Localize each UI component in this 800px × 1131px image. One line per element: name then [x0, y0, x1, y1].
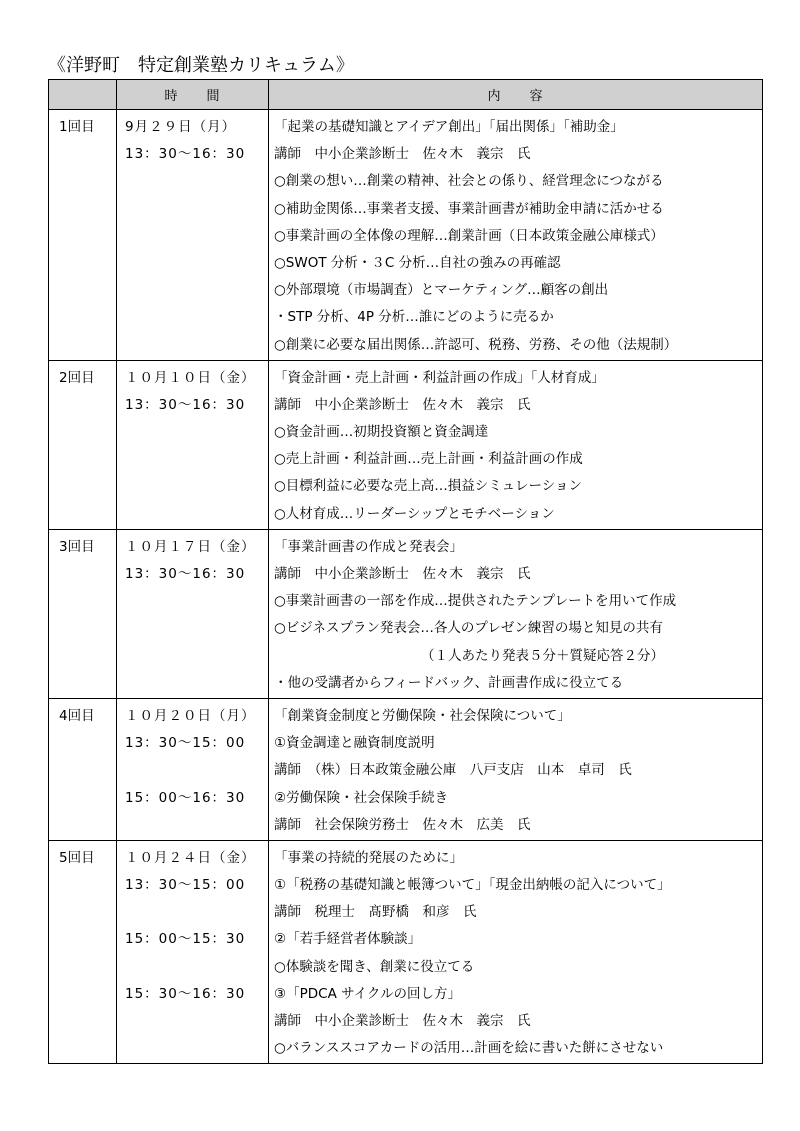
session-content-line: ○創業に必要な届出関係…許認可、税務、労務、その他（法規制） — [274, 336, 678, 353]
session-content-line: 講師 税理士 髙野橋 和彦 氏 — [274, 904, 477, 921]
session-content-line: 講師 中小企業診断士 佐々木 義宗 氏 — [274, 566, 531, 582]
session-content-line: ○目標利益に必要な売上高…損益シミュレーション — [274, 478, 582, 495]
session-number-cell — [49, 698, 117, 840]
session-row — [49, 840, 763, 1064]
session-time-cell — [117, 529, 269, 698]
session-content-line: ○事業計画の全体像の理解…創業計画（日本政策金融公庫様式） — [274, 227, 664, 244]
session-label: 5回目 — [59, 849, 95, 866]
session-topic: 「事業の持続的発展のために」 — [274, 849, 463, 866]
session-time: 13：30～15：00 — [125, 877, 246, 894]
session-content-line: ○体験談を聞き、創業に役立てる — [274, 958, 475, 975]
session-time — [117, 332, 268, 359]
session-time: 13：30～16：30 — [125, 396, 246, 413]
page-title: 《洋野町 特定創業塾カリキュラム》 — [48, 55, 354, 76]
session-date: 9月２９日（月） — [125, 119, 237, 135]
session-time: 13：30～16：30 — [125, 566, 246, 582]
session-time — [117, 643, 268, 670]
session-time — [117, 812, 268, 839]
session-time — [117, 954, 268, 981]
session-content-line: ②「若手経営者体験談」 — [274, 931, 422, 948]
curriculum-table — [48, 79, 763, 1064]
session-row — [49, 529, 763, 698]
session-content-line: ○ビジネスプラン発表会…各人のプレゼン練習の場と知見の共有 — [274, 620, 663, 637]
session-time — [117, 277, 268, 304]
session-time — [117, 446, 268, 473]
session-time — [117, 168, 268, 195]
session-content-line: ・他の受講者からフィードバック、計画書作成に役立てる — [274, 674, 624, 691]
session-content-line: ○人材育成…リーダーシップとモチベーション — [274, 505, 555, 522]
header-content: 内 容 — [269, 80, 763, 110]
session-time: 15：00～16：30 — [125, 789, 246, 806]
session-content-line: 講師 中小企業診断士 佐々木 義宗 氏 — [274, 396, 531, 413]
session-content-line: ○創業の想い…創業の精神、社会との係り、経営理念につながる — [274, 173, 664, 190]
session-content-cell — [269, 698, 763, 840]
session-label: 4回目 — [59, 707, 95, 724]
session-content-line: 講師 （株）日本政策金融公庫 八戸支店 山本 卓司 氏 — [274, 762, 632, 779]
session-date: １０月１７日（金） — [125, 538, 256, 555]
session-rows — [49, 110, 763, 1064]
session-content-line: ①資金調達と融資制度説明 — [274, 735, 435, 752]
session-content-cell — [269, 360, 763, 529]
session-date: １０月２０日（月） — [125, 707, 256, 724]
session-time — [117, 196, 268, 223]
session-time: 15：30～16：30 — [125, 985, 246, 1002]
header-row — [49, 80, 763, 110]
session-time — [117, 223, 268, 250]
session-content-line: ○事業計画書の一部を作成…提供されたテンプレートを用いて作成 — [274, 593, 677, 610]
session-content-cell — [269, 529, 763, 698]
session-label: 1回目 — [59, 119, 95, 135]
session-time — [117, 250, 268, 277]
session-time — [117, 1035, 268, 1062]
session-time — [117, 899, 268, 926]
session-label: 3回目 — [59, 538, 95, 555]
session-content-line: （１人あたり発表５分＋質疑応答２分） — [421, 647, 664, 664]
session-label: 2回目 — [59, 369, 95, 386]
session-content-line: ○売上計画・利益計画…売上計画・利益計画の作成 — [274, 451, 583, 468]
session-topic: 「創業資金制度と労働保険・社会保険について」 — [274, 707, 571, 724]
session-time — [117, 473, 268, 500]
session-content-cell — [269, 110, 763, 361]
header-blank — [49, 80, 117, 110]
session-number-cell — [49, 529, 117, 698]
session-content-line: ○外部環境（市場調査）とマーケティング…顧客の創出 — [274, 282, 609, 299]
session-row — [49, 110, 763, 361]
session-time — [117, 501, 268, 528]
session-content-line: ・STP 分析、4P 分析…誰にどのように売るか — [274, 309, 554, 326]
session-content-line: ○補助金関係…事業者支援、事業計画書が補助金申請に活かせる — [274, 200, 664, 217]
session-time — [117, 670, 268, 697]
session-time-cell — [117, 110, 269, 361]
session-time — [117, 757, 268, 784]
session-time-cell — [117, 360, 269, 529]
session-content-line: ○SWOT 分析・３C 分析…自社の強みの再確認 — [274, 254, 561, 271]
session-time-cell — [117, 840, 269, 1064]
session-content-line: ③「PDCA サイクルの回し方」 — [274, 985, 461, 1002]
session-content-line: 講師 中小企業診断士 佐々木 義宗 氏 — [274, 146, 531, 163]
session-topic: 「資金計画・売上計画・利益計画の作成」「人材育成」 — [274, 369, 605, 386]
session-topic: 「起業の基礎知識とアイデア創出」「届出関係」「補助金」 — [274, 119, 624, 135]
session-time: 13：30～16：30 — [125, 146, 246, 163]
session-time — [117, 1008, 268, 1035]
session-time — [117, 419, 268, 446]
session-content-line: ○バランススコアカードの活用…計画を絵に書いた餅にさせない — [274, 1040, 664, 1057]
session-time — [117, 304, 268, 331]
session-date: １０月２４日（金） — [125, 849, 256, 866]
session-time — [117, 615, 268, 642]
session-time-cell — [117, 698, 269, 840]
session-number-cell — [49, 840, 117, 1064]
session-time: 15：00～15：30 — [125, 931, 246, 948]
header-time: 時 間 — [117, 80, 269, 110]
session-content-line: 講師 社会保険労務士 佐々木 広美 氏 — [274, 816, 531, 833]
session-topic: 「事業計画書の作成と発表会」 — [274, 538, 463, 555]
session-time — [117, 588, 268, 615]
session-row — [49, 360, 763, 529]
session-number-cell — [49, 360, 117, 529]
session-content-line: ○資金計画…初期投資額と資金調達 — [274, 424, 489, 441]
session-number-cell — [49, 110, 117, 361]
session-content-line: 講師 中小企業診断士 佐々木 義宗 氏 — [274, 1013, 531, 1029]
session-date: １０月１０日（金） — [125, 369, 256, 386]
session-content-cell — [269, 840, 763, 1064]
session-content-line: ①「税務の基礎知識と帳簿ついて」「現金出納帳の記入について」 — [274, 877, 671, 894]
session-time: 13：30～15：00 — [125, 735, 246, 752]
session-row — [49, 698, 763, 840]
session-content-line: ②労働保険・社会保険手続き — [274, 789, 449, 806]
